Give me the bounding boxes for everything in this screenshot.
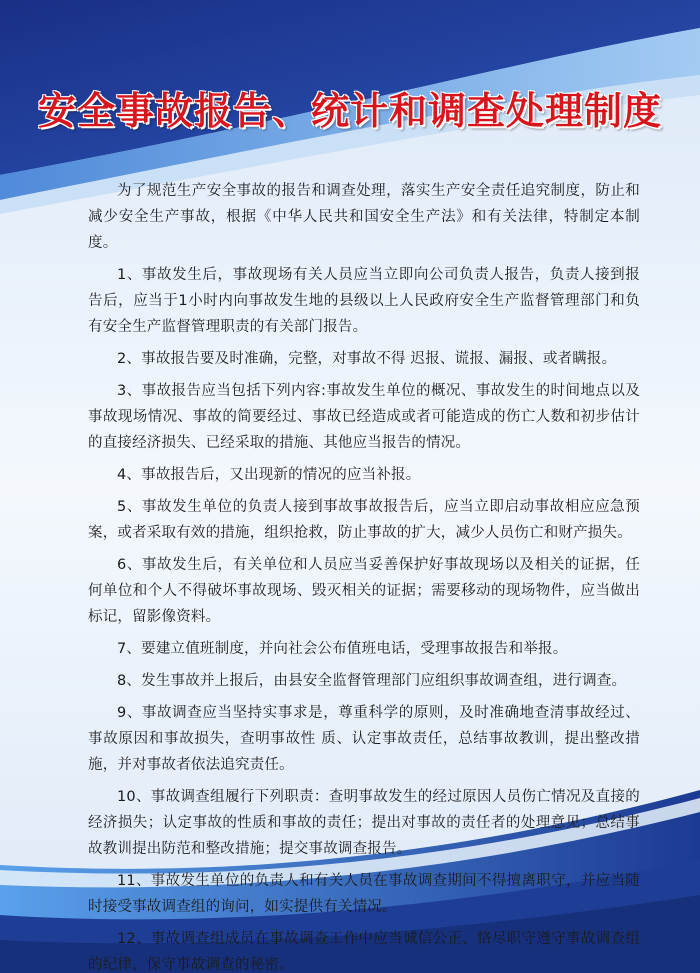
clause-1: 1、事故发生后，事故现场有关人员应当立即向公司负责人报告，负责人接到报告后，应当于1小时内向事故发生地的县级以上人民政府安全生产监督管理部门和负有安全生产监督管理职责的有关部门报告。 bbox=[88, 267, 640, 335]
intro-paragraph: 为了规范生产安全事故的报告和调查处理，落实生产安全责任追究制度，防止和减少安全生产事故，根据《中华人民共和国安全生产法》和有关法律，特制定本制度。 bbox=[88, 183, 640, 251]
clause-11: 11、事故发生单位的负责人和有关人员在事故调查期间不得擅离职守，并应当随时接受事故调查组的询问，如实提供有关情况。 bbox=[88, 873, 640, 915]
clause-4: 4、事故报告后，又出现新的情况的应当补报。 bbox=[117, 467, 421, 483]
clause-5: 5、事故发生单位的负责人接到事故事故报告后，应当立即启动事故相应应急预案，或者采取有效的措施，组织抢救，防止事故的扩大，减少人员伤亡和财产损失。 bbox=[88, 499, 640, 541]
page-title: 安全事故报告、统计和调查处理制度 bbox=[37, 88, 662, 133]
clause-7: 7、要建立值班制度，并向社会公布值班电话，受理事故报告和举报。 bbox=[117, 641, 568, 657]
clause-9: 9、事故调查应当坚持实事求是，尊重科学的原则，及时准确地查清事故经过、事故原因和事故损失，查明事故性 质、认定事故责任，总结事故教训，提出整改措施，并对事故者依法追究责任。 bbox=[88, 705, 640, 773]
regulation-body bbox=[88, 178, 640, 973]
clause-8: 8、发生事故并上报后，由县安全监督管理部门应组织事故调查组，进行调查。 bbox=[117, 673, 627, 689]
clause-6: 6、事故发生后，有关单位和人员应当妥善保护好事故现场以及相关的证据，任何单位和个人不得破坏事故现场、毁灭相关的证据；需要移动的现场物件，应当做出标记，留影像资料。 bbox=[88, 557, 640, 625]
clause-12: 12、事故调查组成员在事故调查工作中应当诚信公正、恪尽职守遵守事故调查组的纪律，保守事故调查的秘密。 bbox=[88, 931, 640, 973]
clause-3: 3、事故报告应当包括下列内容:事故发生单位的概况、事故发生的时间地点以及事故现场情况、事故的简要经过、事故已经造成或者可能造成的伤亡人数和初步估计的直接经济损失、已经采取的措施、其他应当报告的情况。 bbox=[88, 383, 640, 451]
clause-2: 2、事故报告要及时准确，完整，对事故不得 迟报、谎报、漏报、或者瞒报。 bbox=[117, 351, 617, 367]
clause-10: 10、事故调查组履行下列职责：查明事故发生的经过原因人员伤亡情况及直接的经济损失；认定事故的性质和事故的责任；提出对事故的责任者的处理意见；总结事故教训提出防范和整改措施；提交事故调查报告。 bbox=[88, 789, 640, 857]
